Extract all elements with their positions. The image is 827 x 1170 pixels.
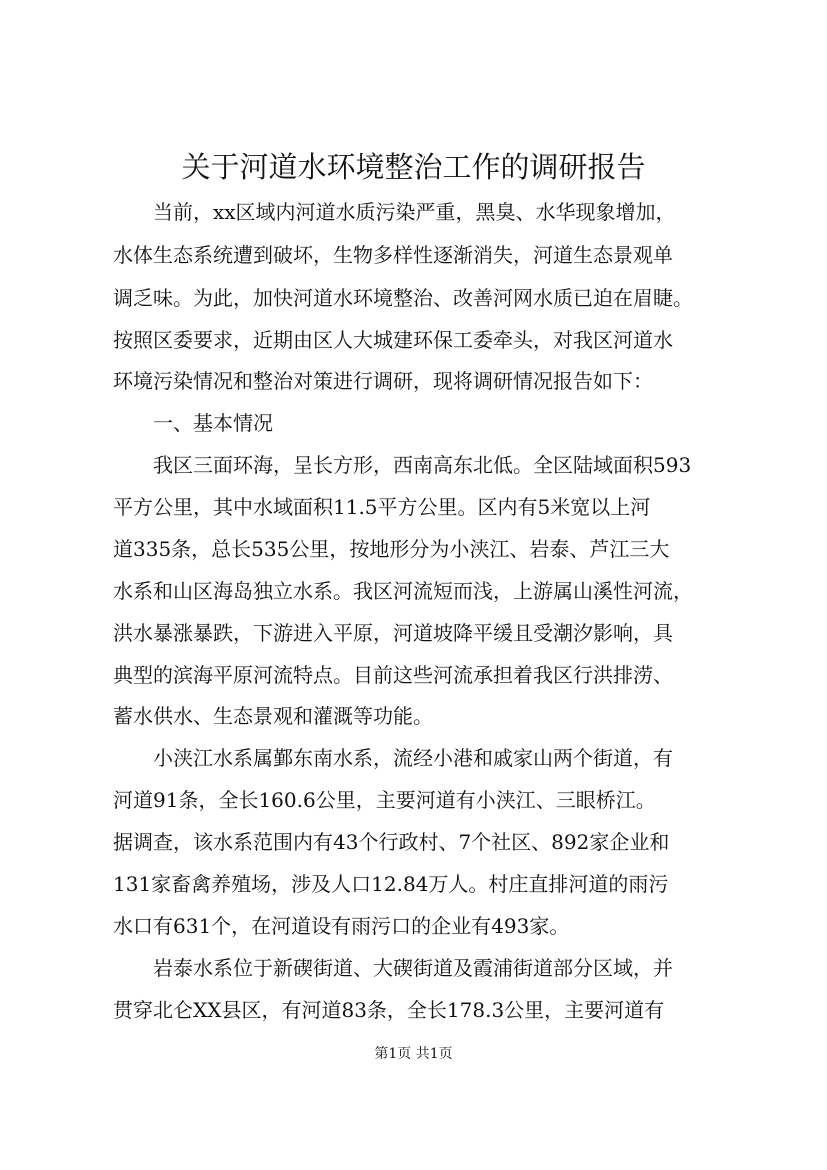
page-footer: 第1页 共1页 (374, 1046, 453, 1062)
document-title: 关于河道水环境整治工作的调研报告 (181, 150, 646, 184)
paragraph-line: 调乏味。为此，加快河道水环境整治、改善河网水质已迫在眉睫。 (113, 286, 693, 310)
paragraph-line: 小浃江水系属鄞东南水系，流经小港和戚家山两个街道，有 (153, 746, 673, 770)
paragraph-line: 按照区委要求，近期由区人大城建环保工委牵头，对我区河道水 (113, 328, 673, 352)
paragraph-line: 典型的滨海平原河流特点。目前这些河流承担着我区行洪排涝、 (113, 663, 673, 687)
paragraph-line: 道335条，总长535公里，按地形分为小浃江、岩泰、芦江三大 (113, 537, 670, 561)
paragraph-line: 水口有631个，在河道设有雨污口的企业有493家。 (113, 914, 570, 938)
paragraph-line: 蓄水供水、生态景观和灌溉等功能。 (113, 704, 433, 728)
paragraph-line: 我区三面环海，呈长方形，西南高东北低。全区陆域面积593 (153, 453, 692, 477)
paragraph-line: 据调查，该水系范围内有43个行政村、7个社区、892家企业和 (113, 830, 670, 854)
paragraph-line: 当前，xx区域内河道水质污染严重，黑臭、水华现象增加， (153, 200, 676, 224)
paragraph-line: 岩泰水系位于新碶街道、大碶街道及霞浦街道部分区域，并 (153, 956, 673, 980)
section-heading: 一、基本情况 (153, 411, 273, 435)
paragraph-line: 河道91条，全长160.6公里，主要河道有小浃江、三眼桥江。 (113, 788, 656, 812)
paragraph-line: 平方公里，其中水域面积11.5平方公里。区内有5米宽以上河 (113, 495, 651, 519)
paragraph-line: 环境污染情况和整治对策进行调研，现将调研情况报告如下： (113, 369, 653, 393)
paragraph-line: 水系和山区海岛独立水系。我区河流短而浅，上游属山溪性河流， (113, 579, 693, 603)
paragraph-line: 洪水暴涨暴跌，下游进入平原，河道坡降平缓且受潮汐影响，具 (113, 621, 673, 645)
paragraph-line: 贯穿北仑XX县区，有河道83条，全长178.3公里，主要河道有 (113, 998, 665, 1022)
paragraph-line: 131家畜禽养殖场，涉及人口12.84万人。村庄直排河道的雨污 (113, 872, 669, 896)
paragraph-line: 水体生态系统遭到破坏，生物多样性逐渐消失，河道生态景观单 (113, 243, 673, 267)
